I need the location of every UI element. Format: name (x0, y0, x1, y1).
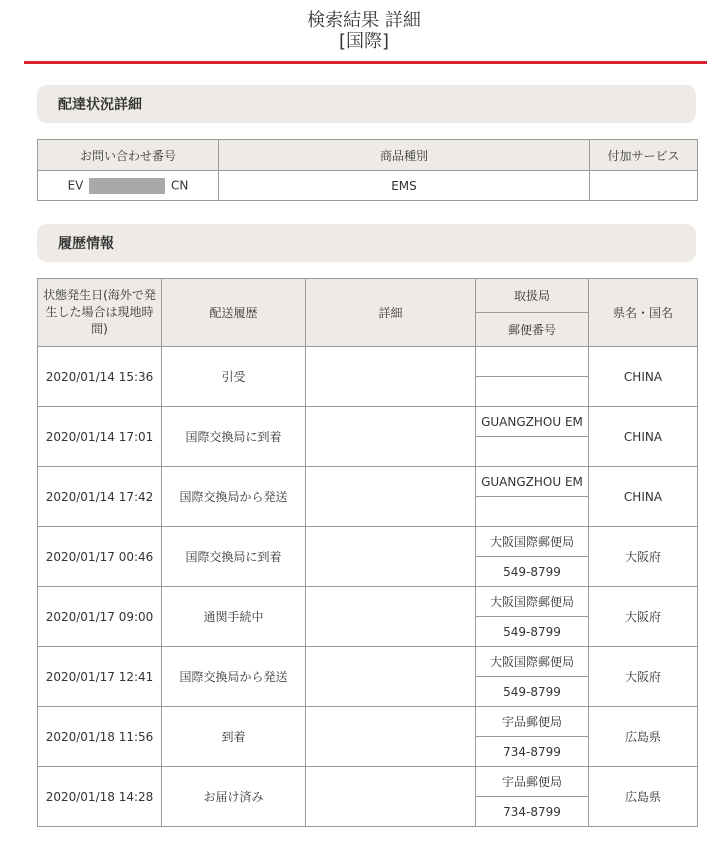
history-row (38, 707, 698, 737)
history-date: 2020/01/14 17:42 (38, 467, 162, 527)
tracking-number-cell (38, 171, 219, 201)
history-region: 広島県 (589, 707, 698, 767)
history-detail (306, 707, 476, 767)
history-detail (306, 587, 476, 647)
col-postal-code: 郵便番号 (476, 313, 589, 347)
col-delivery-history: 配送履歴 (162, 279, 306, 347)
history-status: 到着 (162, 707, 306, 767)
history-status: 国際交換局から発送 (162, 647, 306, 707)
tracking-redaction (89, 178, 165, 194)
history-date: 2020/01/18 11:56 (38, 707, 162, 767)
page-title (0, 10, 728, 52)
history-postal: 734-8799 (476, 797, 589, 827)
history-status: 国際交換局に到着 (162, 407, 306, 467)
history-detail (306, 407, 476, 467)
additional-service-cell (590, 171, 698, 201)
summary-header-row (38, 140, 698, 171)
history-table (37, 278, 698, 827)
history-date: 2020/01/17 00:46 (38, 527, 162, 587)
history-date: 2020/01/18 14:28 (38, 767, 162, 827)
history-detail (306, 347, 476, 407)
history-region: 大阪府 (589, 527, 698, 587)
history-row (38, 347, 698, 377)
history-status: お届け済み (162, 767, 306, 827)
col-handling-office: 取扱局 (476, 279, 589, 313)
section-delivery-status (37, 85, 696, 123)
history-row (38, 527, 698, 557)
history-row (38, 647, 698, 677)
history-postal (476, 377, 589, 407)
history-detail (306, 527, 476, 587)
col-status-date: 状態発生日(海外で発生した場合は現地時間) (38, 279, 162, 347)
history-status: 国際交換局に到着 (162, 527, 306, 587)
history-date: 2020/01/14 17:01 (38, 407, 162, 467)
history-office: 大阪国際郵便局 (476, 647, 589, 677)
history-detail (306, 767, 476, 827)
tracking-suffix: CN (171, 178, 189, 192)
history-header-row (38, 279, 698, 313)
history-postal (476, 497, 589, 527)
page-title-sub: [国際] (338, 31, 390, 52)
history-postal: 549-8799 (476, 557, 589, 587)
history-office: 大阪国際郵便局 (476, 527, 589, 557)
history-region: CHINA (589, 407, 698, 467)
history-postal: 734-8799 (476, 737, 589, 767)
section-delivery-status-label: 配達状況詳細 (58, 97, 142, 113)
history-office (476, 347, 589, 377)
history-office: 大阪国際郵便局 (476, 587, 589, 617)
history-office: GUANGZHOU EM (476, 407, 589, 437)
col-tracking-number: お問い合わせ番号 (38, 140, 219, 171)
history-postal: 549-8799 (476, 617, 589, 647)
tracking-prefix: EV (67, 178, 84, 192)
history-region: CHINA (589, 347, 698, 407)
history-status: 引受 (162, 347, 306, 407)
section-history-label: 履歴情報 (58, 236, 114, 252)
history-status: 通関手続中 (162, 587, 306, 647)
history-row (38, 407, 698, 437)
product-type-cell: EMS (219, 171, 590, 201)
col-product-type: 商品種別 (219, 140, 590, 171)
history-postal: 549-8799 (476, 677, 589, 707)
history-row (38, 587, 698, 617)
history-office: GUANGZHOU EM (476, 467, 589, 497)
col-detail: 詳細 (306, 279, 476, 347)
col-additional-service: 付加サービス (590, 140, 698, 171)
history-status: 国際交換局から発送 (162, 467, 306, 527)
history-row (38, 467, 698, 497)
title-divider (24, 61, 707, 64)
history-row (38, 767, 698, 797)
history-date: 2020/01/14 15:36 (38, 347, 162, 407)
history-detail (306, 647, 476, 707)
history-detail (306, 467, 476, 527)
history-office: 宇品郵便局 (476, 707, 589, 737)
history-region: 大阪府 (589, 647, 698, 707)
history-date: 2020/01/17 12:41 (38, 647, 162, 707)
history-postal (476, 437, 589, 467)
history-office: 宇品郵便局 (476, 767, 589, 797)
history-region: 大阪府 (589, 587, 698, 647)
section-history (37, 224, 696, 262)
history-region: 広島県 (589, 767, 698, 827)
history-region: CHINA (589, 467, 698, 527)
summary-table (37, 139, 698, 201)
page-title-main: 検索結果 詳細 (307, 10, 421, 31)
history-date: 2020/01/17 09:00 (38, 587, 162, 647)
summary-row (38, 171, 698, 201)
col-region: 県名・国名 (589, 279, 698, 347)
